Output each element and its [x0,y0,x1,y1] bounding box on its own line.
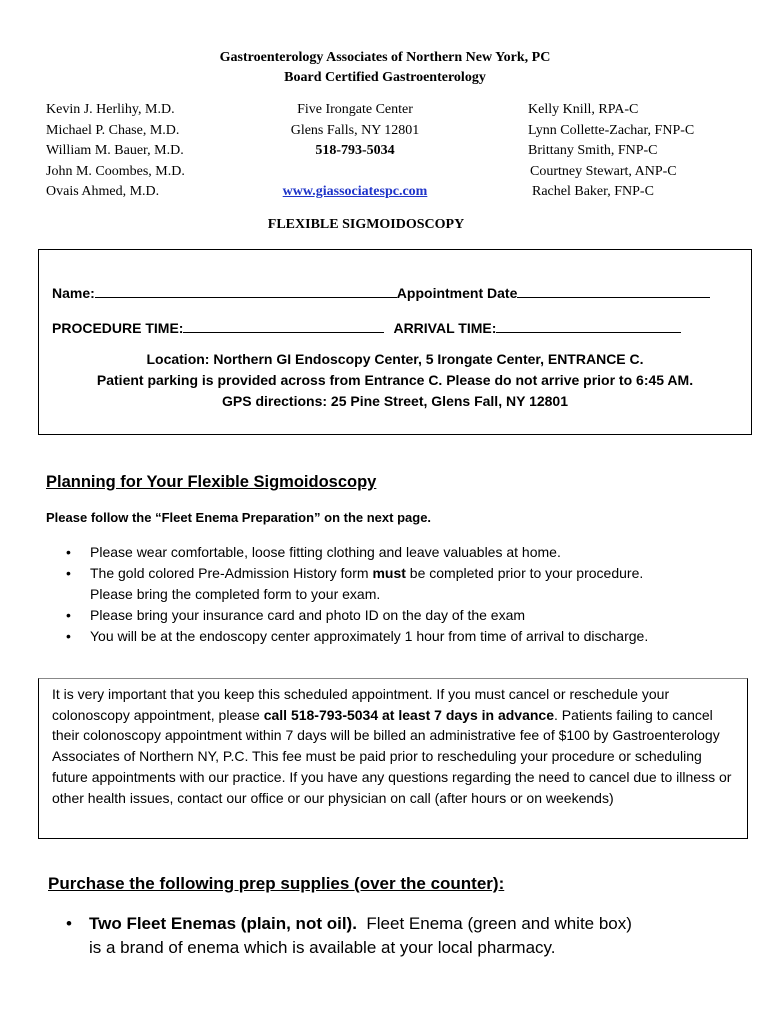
bullet-icon: • [66,607,71,623]
staff-name: Lynn Collette-Zachar, FNP-C [528,122,695,138]
gps-line: GPS directions: 25 Pine Street, Glens Fall, NY 12801 [222,393,568,409]
physician-name: Ovais Ahmed, M.D. [46,184,160,199]
cancellation-phone-emphasis: call 518-793-5034 at least 7 days in advance [263,706,554,723]
physician-name: Kevin J. Herlihy, M.D. [46,102,175,117]
bullet-icon: • [66,544,71,560]
list-item: • You will be at the endoscopy center approximately 1 hour from time of arrival to discharge. [46,626,746,647]
physician-name: William M. Bauer, M.D. [46,143,184,158]
procedure-title: FLEXIBLE SIGMOIDOSCOPY [267,217,465,232]
physician-list [46,100,185,203]
staff-name: Kelly Knill, RPA-C [528,102,639,117]
appointment-date-label: Appointment Date [396,285,518,301]
practice-subtitle: Board Certified Gastroenterology [284,70,486,85]
phone-number: 518-793-5034 [315,143,395,158]
physician-name: John M. Coombes, M.D. [46,163,185,179]
supplies-item-bold: Two Fleet Enemas (plain, not oil). [89,914,357,933]
practice-contact [255,100,455,203]
staff-list [528,100,694,203]
list-item: • The gold colored Pre-Admission History form must be completed prior to your procedure. Please bring the completed form to your exam. [66,565,644,602]
list-item: • Please wear comfortable, loose fitting clothing and leave valuables at home. [46,542,746,563]
address-line-2: Glens Falls, NY 12801 [290,122,420,138]
bullet-icon: • [66,914,72,933]
appointment-date-input-line[interactable] [517,284,710,298]
website-link[interactable]: www.giassociatespc.com [282,184,428,199]
supplies-title: Purchase the following prep supplies (over the counter): [48,874,505,893]
planning-instruction: Please follow the “Fleet Enema Preparation” on the next page. [46,510,432,525]
staff-name: Rachel Baker, FNP-C [532,184,654,199]
address-line-1: Five Irongate Center [297,102,413,117]
staff-name: Courtney Stewart, ANP-C [530,163,677,179]
list-item: • Please bring your insurance card and photo ID on the day of the exam [46,605,746,626]
location-line: Location: Northern GI Endoscopy Center, 5 Irongate Center, ENTRANCE C. [146,351,644,367]
procedure-time-input-line[interactable] [183,319,384,333]
practice-name: Gastroenterology Associates of Northern New York, PC [219,50,551,65]
planning-title: Planning for Your Flexible Sigmoidoscopy [46,473,377,491]
name-field-row [52,284,710,301]
bullet-icon: • [66,565,71,581]
planning-list [46,542,746,647]
name-label: Name: [52,285,95,301]
name-input-line[interactable] [95,284,397,298]
location-info [38,349,752,412]
physician-name: Michael P. Chase, M.D. [46,122,180,138]
cancellation-text: It is very important that you keep this scheduled appointment. If you must cancel or reschedule your colonoscopy appointment, please call 518-793-5034 at least 7 days in advance. Patients failing to cancel their colonoscopy appointment within 7 days will be billed an administrative fee of $100 by Gastroenterology Associates of Northern NY, P.C. This fee must be paid prior to rescheduling your procedure or scheduling future appointments with our practice. If you have any questions regarding the need to cancel due to illness or other health issues, contact our office or our physician on call (after hours or on weekends) [52,686,732,806]
staff-name: Brittany Smith, FNP-C [528,143,658,158]
arrival-time-input-line[interactable] [496,319,681,333]
parking-line: Patient parking is provided across from Entrance C. Please do not arrive prior to 6:45 AM. [96,372,694,388]
arrival-time-label: ARRIVAL TIME: [393,320,497,336]
bullet-icon: • [66,628,71,644]
cancellation-notice [38,678,748,839]
supplies-item: • Two Fleet Enemas (plain, not oil). Fleet Enema (green and white box) is a brand of enema which is available at your local pharmacy. [66,914,632,957]
procedure-time-label: PROCEDURE TIME: [52,320,184,336]
letterhead-title [0,48,770,88]
time-field-row [52,319,681,336]
